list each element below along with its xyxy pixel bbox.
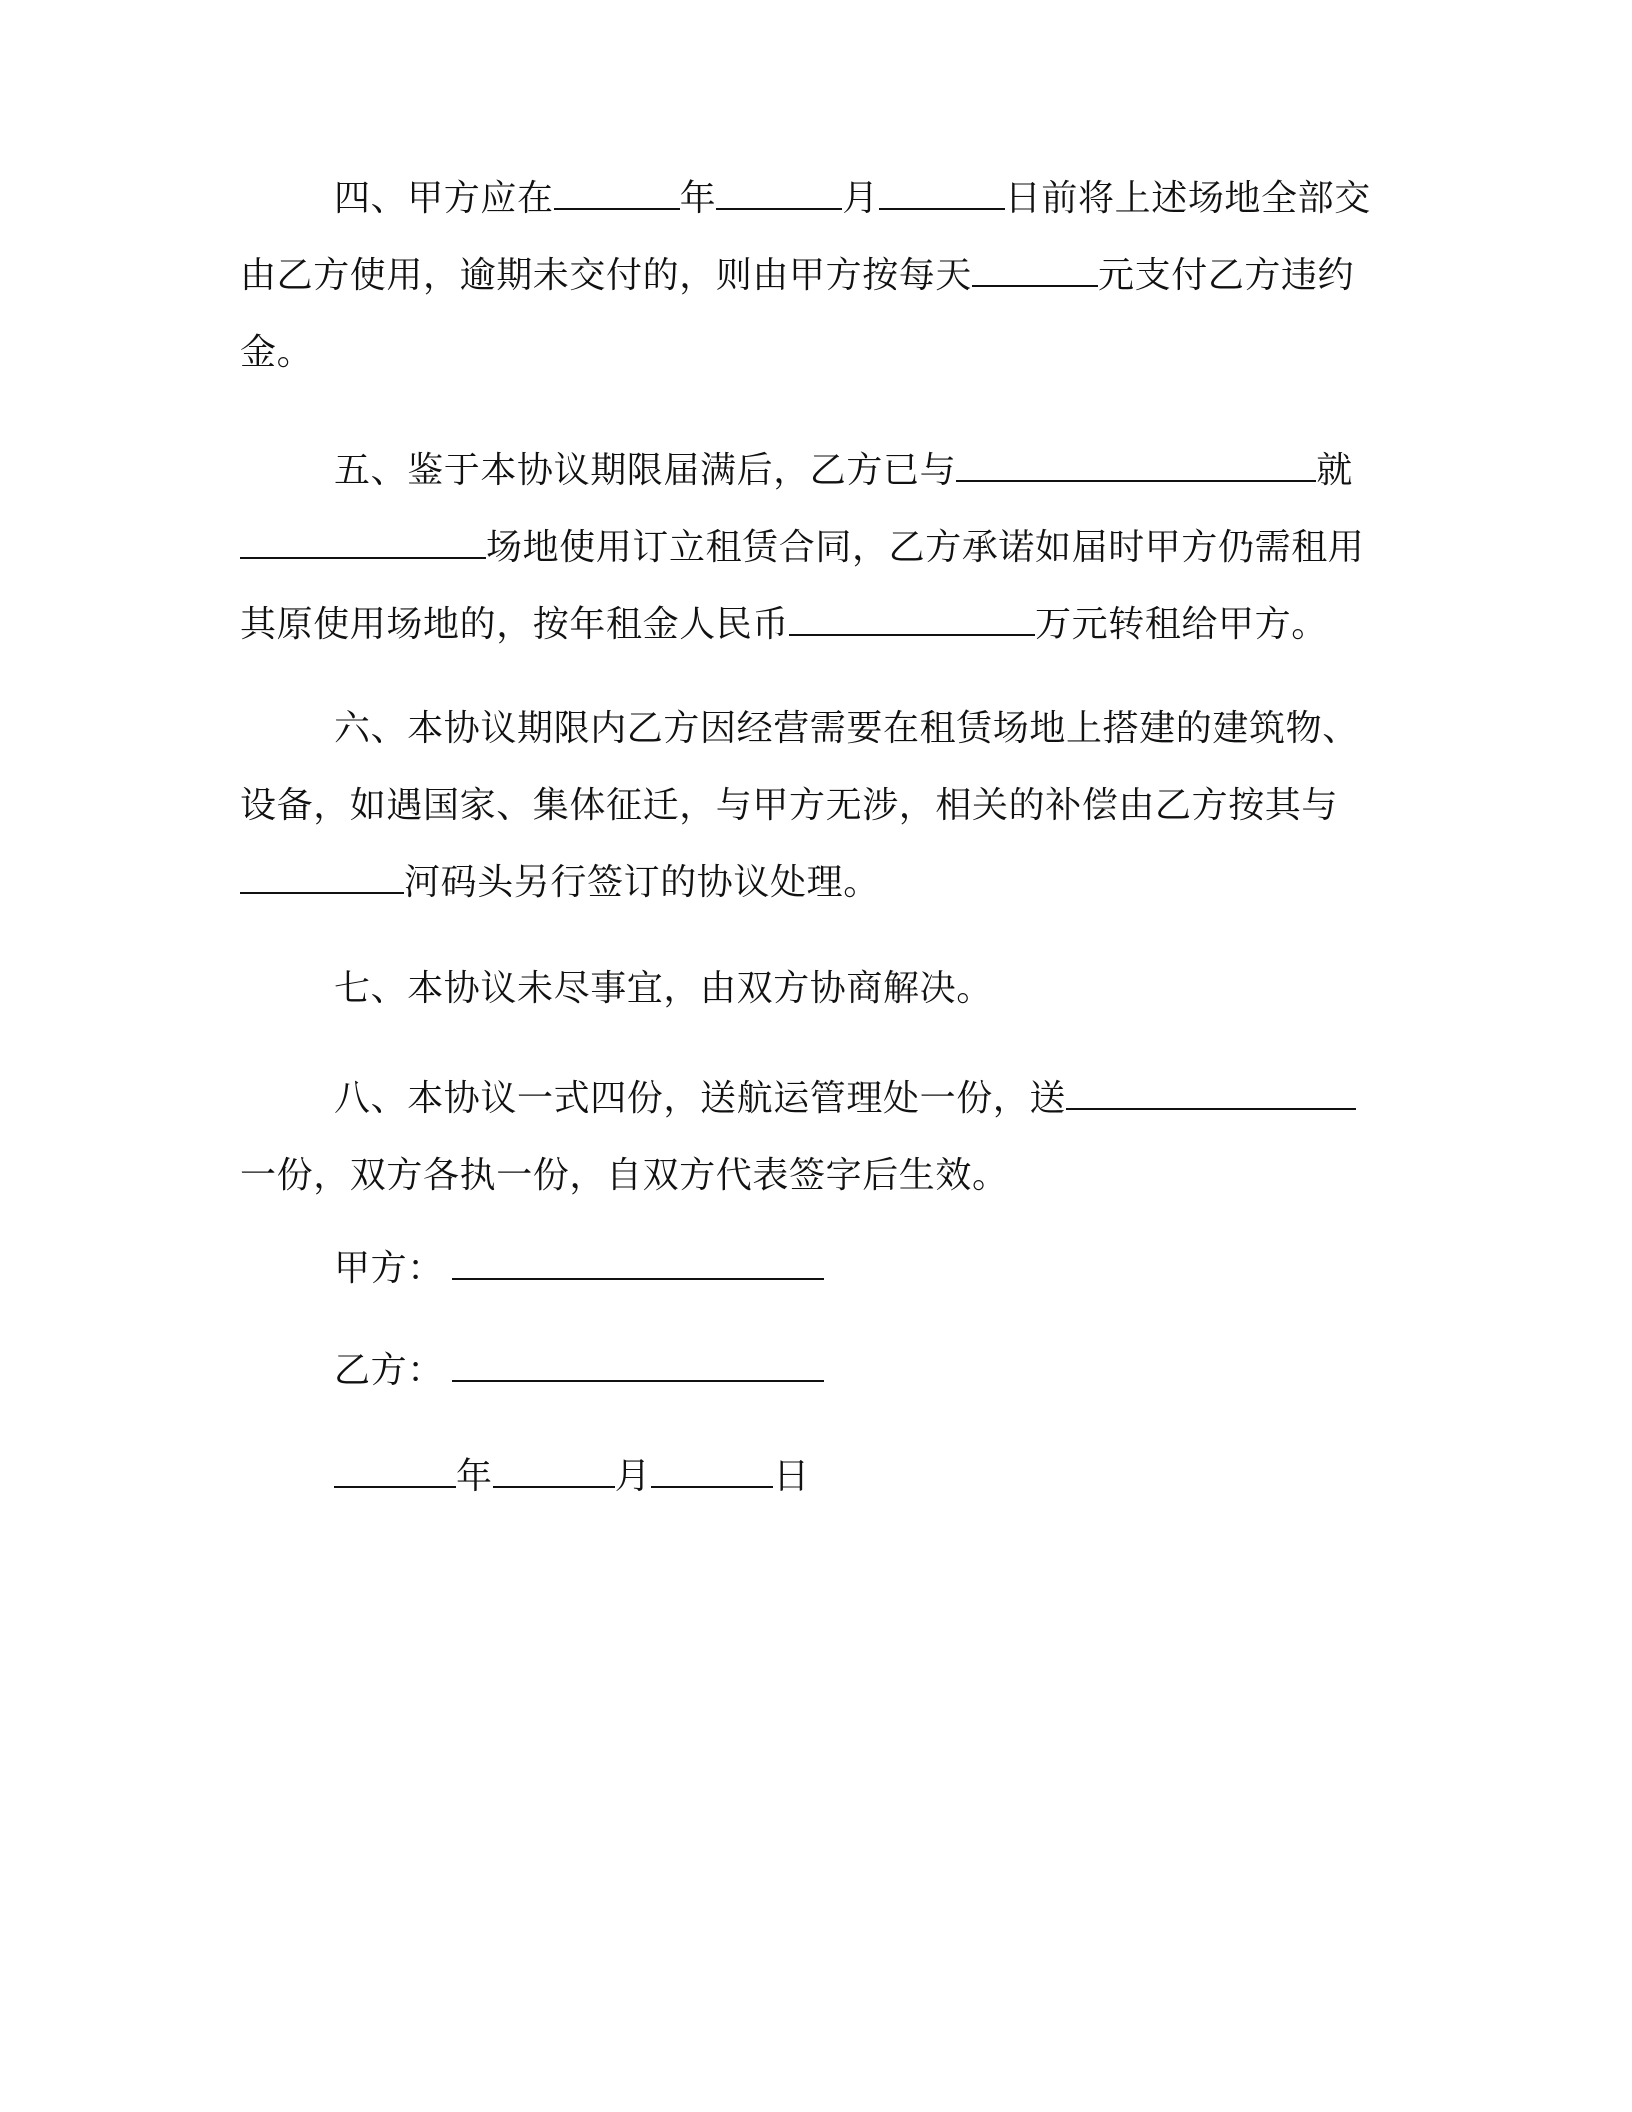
clause-7-paragraph <box>240 950 1382 1027</box>
clause-4-blank <box>716 178 842 210</box>
clause-4-text: 年 <box>679 178 717 219</box>
clause-5-blank <box>956 450 1316 482</box>
clause-4-paragraph <box>240 160 1382 391</box>
date-day-blank <box>651 1456 773 1488</box>
clause-4-text: 日前将上述场地全部交由乙方使用，逾期未交付的，则由甲方按每天 <box>240 178 1371 296</box>
party-a-label: 甲方： <box>334 1248 444 1289</box>
clause-5-text: 万元转租给甲方。 <box>1035 604 1328 645</box>
date-line <box>334 1452 810 1502</box>
party-a-signature-line <box>334 1244 824 1294</box>
clause-8-blank <box>1066 1078 1356 1110</box>
clause-5-blank <box>789 604 1035 636</box>
clause-5-text: 场地使用订立租赁合同，乙方承诺如届时甲方仍需租用其原使用场地的，按年租金人民币 <box>240 527 1365 645</box>
party-a-blank <box>452 1248 824 1280</box>
date-month-label: 月 <box>614 1456 652 1497</box>
party-b-blank <box>452 1350 824 1382</box>
date-year-label: 年 <box>456 1456 493 1497</box>
clause-7-text: 七、本协议未尽事宜，由双方协商解决。 <box>334 968 993 1009</box>
clause-6-blank <box>240 862 404 894</box>
clause-5-text: 就 <box>1316 450 1353 491</box>
clause-5-blank <box>240 527 486 559</box>
party-b-label: 乙方： <box>334 1350 444 1391</box>
clause-4-blank <box>554 178 680 210</box>
date-month-blank <box>493 1456 615 1488</box>
date-year-blank <box>334 1456 456 1488</box>
clause-6-paragraph <box>240 690 1382 921</box>
clause-8-text: 一份，双方各执一份，自双方代表签字后生效。 <box>240 1155 1009 1196</box>
clause-5-text: 五、鉴于本协议期限届满后，乙方已与 <box>334 450 957 491</box>
clause-4-blank <box>879 178 1005 210</box>
clause-6-text: 河码头另行签订的协议处理。 <box>404 862 880 903</box>
date-day-label: 日 <box>773 1456 810 1497</box>
clause-6-text: 六、本协议期限内乙方因经营需要在租赁场地上搭建的建筑物、设备，如遇国家、集体征迁，与甲方无涉，相关的补偿由乙方按其与 <box>240 708 1359 826</box>
clause-8-paragraph <box>240 1060 1382 1214</box>
clause-5-paragraph <box>240 432 1382 663</box>
party-b-signature-line <box>334 1346 824 1396</box>
clause-4-text: 元支付乙方违约金。 <box>240 255 1355 373</box>
clause-4-blank <box>972 255 1098 287</box>
clause-4-text: 四、甲方应在 <box>334 178 554 219</box>
clause-4-text: 月 <box>842 178 879 219</box>
clause-8-text: 八、本协议一式四份，送航运管理处一份，送 <box>334 1078 1067 1119</box>
